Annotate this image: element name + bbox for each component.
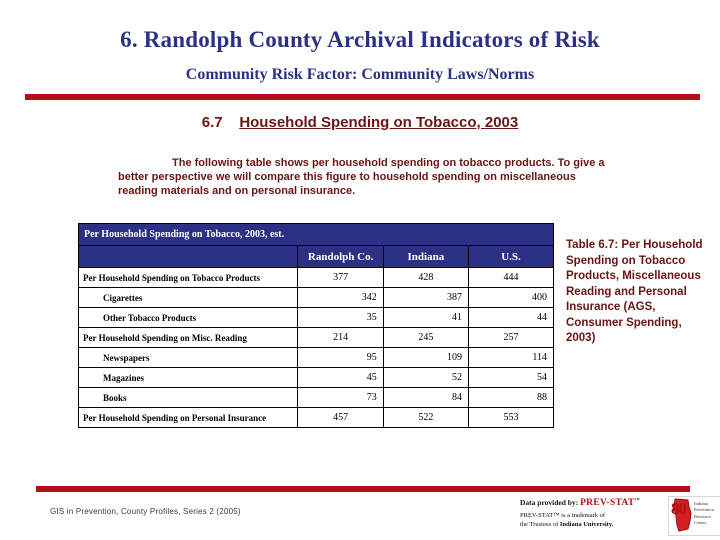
data-provider-line xyxy=(520,498,640,508)
table-row xyxy=(79,308,554,328)
cell-randolph: 457 xyxy=(298,408,383,428)
row-label: Per Household Spending on Tobacco Products xyxy=(79,268,298,288)
row-label: Magazines xyxy=(79,368,298,388)
column-header-randolph: Randolph Co. xyxy=(298,246,383,268)
table-header-row xyxy=(79,246,554,268)
column-header-indiana: Indiana xyxy=(383,246,468,268)
cell-randolph: 214 xyxy=(298,328,383,348)
trademark-notice xyxy=(520,512,613,529)
table-row xyxy=(79,288,554,308)
cell-indiana: 522 xyxy=(383,408,468,428)
logo-block xyxy=(520,498,720,538)
cell-us: 553 xyxy=(468,408,553,428)
cell-indiana: 245 xyxy=(383,328,468,348)
column-header-us: U.S. xyxy=(468,246,553,268)
cell-indiana: 84 xyxy=(383,388,468,408)
cell-us: 400 xyxy=(468,288,553,308)
page-title: 6. Randolph County Archival Indicators of Risk xyxy=(120,27,600,52)
section-heading xyxy=(0,114,720,131)
table-body xyxy=(79,224,554,428)
cell-us: 88 xyxy=(468,388,553,408)
trademark-line-1: PREV-STAT™ is a trademark of xyxy=(520,512,606,519)
ipr-center-name xyxy=(694,501,714,527)
cell-us: 44 xyxy=(468,308,553,328)
cell-randolph: 73 xyxy=(298,388,383,408)
table-row xyxy=(79,328,554,348)
ipr-anniversary-number: 80 xyxy=(671,499,686,518)
header-divider-rule xyxy=(25,94,700,100)
cell-us: 257 xyxy=(468,328,553,348)
footer-source-note: GIS in Prevention, County Profiles, Series 2 (2005) xyxy=(50,507,241,516)
row-label: Books xyxy=(79,388,298,408)
cell-us: 114 xyxy=(468,348,553,368)
row-label: Newspapers xyxy=(79,348,298,368)
ipr-word-1: Indiana xyxy=(694,501,708,506)
cell-indiana: 428 xyxy=(383,268,468,288)
table-row xyxy=(79,388,554,408)
ipr-word-3: Resource xyxy=(694,513,712,519)
cell-randolph: 342 xyxy=(298,288,383,308)
section-heading-text: Household Spending on Tobacco, 2003 xyxy=(239,114,519,131)
body-paragraph: The following table shows per household spending on tobacco products. To give a better perspective we will compare this figure to household spending on miscellaneous reading materials and on personal insurance. xyxy=(118,157,605,197)
table-row xyxy=(79,368,554,388)
row-label: Per Household Spending on Personal Insurance xyxy=(79,408,298,428)
table-caption: Per Household Spending on Tobacco, 2003, est. xyxy=(79,224,554,246)
section-number: 6.7 xyxy=(201,114,223,131)
row-label: Per Household Spending on Misc. Reading xyxy=(79,328,298,348)
cell-us: 54 xyxy=(468,368,553,388)
data-provider-label: Data provided by: xyxy=(520,498,579,507)
footer-divider-rule xyxy=(36,486,690,492)
spending-table xyxy=(78,223,554,428)
table-row xyxy=(79,408,554,428)
ipr-word-2: Prevention xyxy=(694,507,714,513)
table-caption-row xyxy=(79,224,554,246)
prevstat-brand: PREV-STAT xyxy=(580,498,635,508)
cell-randolph: 377 xyxy=(298,268,383,288)
cell-indiana: 109 xyxy=(383,348,468,368)
row-label: Cigarettes xyxy=(79,288,298,308)
cell-indiana: 41 xyxy=(383,308,468,328)
cell-randolph: 35 xyxy=(298,308,383,328)
cell-indiana: 52 xyxy=(383,368,468,388)
trademark-symbol-icon: ™ xyxy=(634,498,640,504)
row-label: Other Tobacco Products xyxy=(79,308,298,328)
cell-us: 444 xyxy=(468,268,553,288)
ipr-center-logo xyxy=(668,496,720,536)
trademark-line-2-bold: Indiana University. xyxy=(559,520,614,528)
trademark-line-2-pre: the Trustees of xyxy=(520,520,560,528)
ipr-word-4: Center xyxy=(694,520,707,526)
table-row xyxy=(79,268,554,288)
table-row xyxy=(79,348,554,368)
page-subtitle: Community Risk Factor: Community Laws/Norms xyxy=(185,66,535,83)
table-side-caption: Table 6.7: Per Household Spending on Tobacco Products, Miscellaneous Reading and Personal Insurance (AGS, Consumer Spending, 2003) xyxy=(566,239,703,344)
cell-randolph: 95 xyxy=(298,348,383,368)
cell-randolph: 45 xyxy=(298,368,383,388)
column-header-blank xyxy=(79,246,298,268)
cell-indiana: 387 xyxy=(383,288,468,308)
